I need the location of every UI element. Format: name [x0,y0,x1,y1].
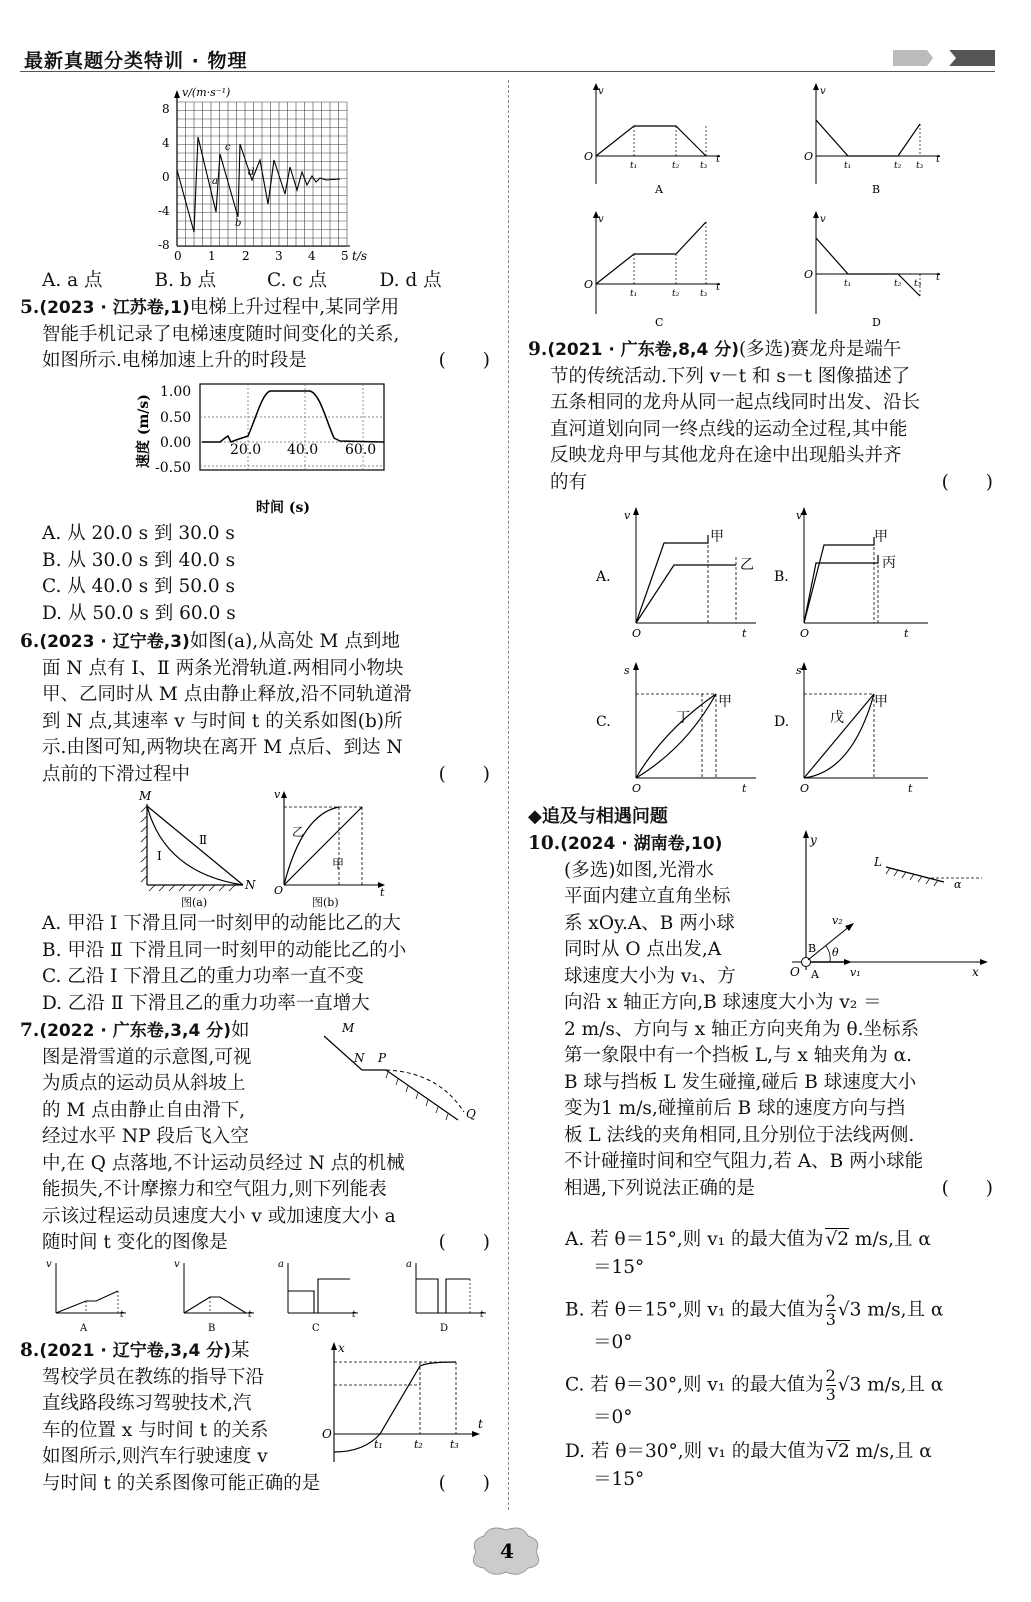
q6-text: 示.由图可知,两物块在离开 M 点后、到达 N [42,737,403,758]
q7-text: 图是滑雪道的示意图,可视 [42,1046,252,1068]
q8-curve [334,1362,456,1452]
q5-xtick: 60.0 [345,442,377,458]
q9-source: (2021 · 广东卷,8,4 分) [547,340,739,360]
q10-label-x: x [972,965,979,979]
header-title: 最新真题分类特训 · 物理 [24,50,248,72]
q10-options [565,1226,995,1494]
page-number: 4 [500,1539,514,1563]
q8-text: 如图所示,则汽车行驶速度 v [42,1446,268,1467]
svg-text:C.: C. [596,714,611,730]
svg-text:t₂: t₂ [894,161,902,171]
q7-figure [318,1020,488,1130]
q8-graph-d[interactable] [804,211,941,329]
q7-text: 示该过程运动员速度大小 v 或加速度大小 a [42,1205,396,1227]
q10-text: 向沿 x 轴正方向,B 球速度大小为 v₂ ＝ [564,992,882,1013]
svg-text:t: t [480,1310,484,1320]
svg-text:v: v [46,1259,52,1270]
q4-ytick: 4 [162,136,170,150]
q6a-label-i: Ⅰ [157,849,162,863]
q10-text: 第一象限中有一个挡板 L,与 x 轴夹角为 α. [564,1045,912,1066]
q10-source: (2024 · 湖南卷,10) [560,834,723,854]
q5-text: 智能手机记录了电梯速度随时间变化的关系, [42,323,400,345]
svg-text:B.: B. [774,569,789,585]
svg-text:A: A [80,1323,88,1334]
q10-option-c[interactable]: C. 若 θ＝30°,则 v₁ 的最大值为 $\frac{2}{3}$ √3 m/s,且 α ＝0° [565,1366,944,1428]
q9-number: 9. [528,339,548,360]
q7-text: 为质点的运动员从斜坡上 [42,1073,246,1094]
q4-ytick: 8 [162,102,170,116]
q5-answer-blank[interactable]: ( ) [438,350,490,371]
q7-graph-a[interactable] [46,1259,126,1334]
svg-text:t: t [120,1310,124,1320]
q10-option-a[interactable]: A. 若 θ＝15°,则 v₁ 的最大值为 √2 m/s,且 α ＝15° [565,1229,931,1278]
svg-text:t: t [352,1310,356,1320]
svg-text:v: v [820,214,826,225]
q6-option-d[interactable]: D. 乙沿 Ⅱ 下滑且乙的重力功率一直增大 [42,992,370,1014]
q4-xtick: 0 [174,249,182,263]
svg-text:丙: 丙 [882,555,896,571]
q6-text: 如图(a),从高处 M 点到地 [189,631,400,652]
q7-label-p: P [378,1051,387,1065]
svg-text:A.: A. [596,569,611,585]
q10-text: 板 L 法线的夹角相同,且分别位于法线两侧. [564,1124,915,1146]
svg-text:t₂: t₂ [672,289,680,299]
q9-graph-b[interactable] [774,507,928,640]
q8-label-t1: t₁ [374,1438,383,1451]
q10-text: 不计碰撞时间和空气阻力,若 A、B 两小球能 [564,1151,924,1172]
svg-text:v: v [598,86,604,97]
q7-label-m: M [342,1021,355,1035]
svg-text:乙: 乙 [740,557,754,573]
q7-graph-d[interactable] [406,1259,486,1334]
svg-text:B: B [872,183,881,196]
q8-option-graphs [570,80,990,340]
q8-figure [316,1340,491,1480]
q8-text: 直线路段练习驾驶技术,汽 [42,1393,252,1414]
q7-answer-blank[interactable]: ( ) [438,1232,490,1253]
svg-text:t: t [742,627,747,640]
header-decor-dark [943,50,995,66]
q5-ytick: -0.50 [155,460,191,476]
svg-text:甲: 甲 [710,529,724,545]
page-header [20,40,995,72]
svg-text:t₃: t₃ [700,289,708,299]
q4-point-d: d [248,167,255,178]
q6-text: 点前的下滑过程中 [42,763,191,785]
q8-graph-a[interactable] [584,83,721,196]
q6a-label-n: N [245,878,256,892]
svg-text:t: t [908,782,913,795]
svg-text:戊: 戊 [830,710,844,726]
q4-xtick: 3 [275,249,283,263]
q6-answer-blank[interactable]: ( ) [438,763,490,785]
q5-curve [202,391,384,442]
q9-text: 节的传统活动.下列 v－t 和 s－t 图像描述了 [550,365,911,387]
svg-text:O: O [800,782,810,795]
q4-options [42,268,492,295]
question-9 [528,337,993,496]
svg-text:O: O [804,150,814,163]
q10-text: 球速度大小为 v₁、方 [564,965,736,987]
q6b-label-jia: 甲 [332,857,345,871]
q6-figure-b [272,788,392,913]
svg-text:t₃: t₃ [916,161,924,171]
q8-answer-blank[interactable]: ( ) [438,1472,490,1494]
svg-text:O: O [804,268,814,281]
q7-text: 能损失,不计摩擦力和空气阻力,则下列能表 [42,1179,387,1200]
svg-text:甲: 甲 [718,694,732,710]
q4-option-c[interactable]: C. c 点 [267,270,327,291]
q6-text: 甲、乙同时从 M 点由静止释放,沿不同轨道滑 [42,684,412,705]
svg-text:t₃: t₃ [914,279,922,289]
q4-xtick: 4 [308,249,316,263]
q8-text: 与时间 t 的关系图像可能正确的是 [42,1472,321,1494]
svg-text:t: t [716,154,721,165]
svg-text:O: O [632,782,642,795]
q4-ytick: 0 [162,170,170,184]
q6a-label-ii: Ⅱ [199,833,208,847]
svg-text:s: s [796,664,802,677]
svg-text:t₂: t₂ [672,161,680,171]
q8-text: 车的位置 x 与时间 t 的关系 [42,1419,269,1441]
svg-text:甲: 甲 [874,529,888,545]
q9-text: 反映龙舟甲与其他龙舟在途中出现船头并齐 [550,445,902,466]
svg-text:s: s [624,664,630,677]
q10-label-o: O [790,965,800,979]
q7-number: 7. [20,1020,40,1041]
q4-graph [140,82,420,264]
q7-option-graphs [42,1257,492,1337]
svg-text:O: O [584,150,594,163]
svg-text:v: v [820,86,826,97]
svg-text:D: D [440,1323,449,1334]
q6a-label-m: M [139,789,152,803]
q4-ytick: -4 [158,204,170,218]
q6b-caption: 图(b) [312,896,339,909]
q6-source: (2023 · 辽宁卷,3) [39,632,190,652]
q9-option-graphs [596,505,936,800]
q7-text: 如 [230,1020,250,1041]
q7-label-q: Q [466,1107,476,1121]
svg-text:t: t [936,154,941,165]
q8-text: 某 [230,1340,250,1361]
q4-point-a: a [212,176,218,187]
q9-graph-c[interactable] [596,662,756,795]
q5-xtick: 40.0 [287,442,319,458]
q6-number: 6. [20,631,40,652]
q7-text: 的 M 点由静止自由滑下, [42,1099,246,1121]
svg-text:A: A [655,183,663,196]
q6b-curve-yi [284,807,339,885]
svg-text:v: v [796,509,803,522]
svg-text:t₃: t₃ [700,161,708,171]
q4-option-a[interactable]: A. a 点 [42,270,103,291]
q6-figure-a [135,788,265,913]
q5-number: 5. [20,297,40,318]
q10-label-alpha: α [954,878,962,891]
q7-text: 中,在 Q 点落地,不计运动员经过 N 点的机械 [42,1152,405,1174]
question-6 [20,629,490,788]
q8-label-o: O [322,1427,332,1441]
q10-label-y: y [810,833,817,847]
q7-graph-b[interactable] [174,1259,254,1334]
q4-xlabel: t/s [352,249,368,263]
q10-label-b: B [808,942,817,955]
svg-text:丁: 丁 [676,710,690,726]
q10-text: 同时从 O 点出发,A [564,939,722,960]
q10-text: 平面内建立直角坐标 [564,886,731,907]
q7-text: 随时间 t 变化的图像是 [42,1232,228,1253]
q5-graph [130,376,400,521]
q6a-track-ii [147,806,243,885]
svg-text:t₂: t₂ [894,279,902,289]
q10-label-a: A [811,968,819,980]
q4-point-c: c [225,142,231,153]
svg-text:v: v [624,509,631,522]
q6b-label-v: v [274,788,281,801]
q10-answer-blank[interactable]: ( ) [941,1177,993,1199]
q10-text: 变为1 m/s,碰撞前后 B 球的速度方向与挡 [564,1098,906,1119]
q5-option-d[interactable]: D. 从 50.0 s 到 60.0 s [42,602,236,624]
q10-text: 相遇,下列说法正确的是 [564,1177,755,1199]
q10-text: 系 xOy.A、B 两小球 [564,912,735,934]
header-decor-light [893,50,933,66]
q6-option-b[interactable]: B. 甲沿 Ⅱ 下滑且同一时刻甲的动能比乙的小 [42,939,407,961]
q8-label-t3: t₃ [450,1438,459,1451]
q8-text: 驾校学员在教练的指导下沿 [42,1366,265,1388]
q6b-label-t: t [380,886,385,899]
q9-text: (多选)赛龙舟是端午 [738,339,902,360]
q10-text: 2 m/s、方向与 x 轴正方向夹角为 θ.坐标系 [564,1018,920,1040]
svg-text:a: a [278,1259,284,1270]
q5-options [42,521,492,627]
q4-point-b: b [235,218,242,229]
q6b-label-yi: 乙 [292,825,305,839]
q8-number: 8. [20,1340,40,1361]
q7-source: (2022 · 广东卷,3,4 分) [39,1021,231,1041]
q4-ytick: -8 [158,238,170,252]
svg-text:t: t [936,272,941,283]
q4-option-d[interactable]: D. d 点 [379,270,442,291]
q8-label-x: x [338,1341,345,1355]
q4-xtick: 1 [208,249,216,263]
q5-ytick: 1.00 [160,384,192,400]
column-divider [508,80,509,1510]
svg-text:t: t [742,782,747,795]
q6b-line-jia [284,807,362,885]
q5-text: 电梯上升过程中,某同学用 [189,297,400,318]
svg-text:v: v [598,214,604,225]
q5-ylabel: 速度 (m/s) [136,394,152,468]
q10-label-l: L [874,855,882,869]
svg-text:O: O [632,627,642,640]
q5-source: (2023 · 江苏卷,1) [39,298,190,318]
q7-label-n: N [354,1051,365,1065]
q9-graph-a[interactable] [596,507,756,640]
q6-text: 面 N 点有 Ⅰ、Ⅱ 两条光滑轨道.两相同小物块 [42,657,404,679]
q8-graph-b[interactable] [804,83,941,196]
q9-graph-d[interactable] [774,662,928,795]
q8-source: (2021 · 辽宁卷,3,4 分) [39,1341,231,1361]
q9-text: 五条相同的龙舟从同一起点线同时出发、沿长 [550,392,921,413]
svg-text:C: C [655,316,664,329]
q4-option-b[interactable]: B. b 点 [154,270,217,291]
q10-label-v1: v₁ [850,966,861,979]
q5-option-b[interactable]: B. 从 30.0 s 到 40.0 s [42,549,236,571]
question-5 [20,295,490,375]
section-heading [528,804,668,831]
svg-text:t₁: t₁ [844,279,852,289]
q4-curve [177,137,340,232]
q4-ylabel: v/(m·s⁻¹) [182,86,231,99]
q6b-label-o: O [274,884,284,897]
q5-ytick: 0.50 [160,410,192,426]
svg-text:甲: 甲 [874,694,888,710]
svg-text:t₁: t₁ [844,161,852,171]
q5-ytick: 0.00 [160,435,192,451]
q10-text: B 球与挡板 L 发生碰撞,碰后 B 球速度大小 [564,1071,917,1093]
svg-text:O: O [584,278,594,291]
q10-text: (多选)如图,光滑水 [564,859,714,881]
q8-graph-c[interactable] [584,211,721,329]
q5-option-a[interactable]: A. 从 20.0 s 到 30.0 s [42,523,235,544]
q10-figure [786,830,991,980]
q6-option-c[interactable]: C. 乙沿 Ⅰ 下滑且乙的重力功率一直不变 [42,966,364,987]
q5-option-c[interactable]: C. 从 40.0 s 到 50.0 s [42,576,236,597]
svg-text:t: t [904,627,909,640]
svg-text:t₁: t₁ [630,161,638,171]
svg-text:D.: D. [774,714,790,730]
q4-xtick: 2 [242,249,250,263]
q8-label-t: t [478,1417,483,1431]
q5-xtick: 20.0 [230,442,262,458]
page-number-badge [466,1522,546,1578]
q5-text: 如图所示.电梯加速上升的时段是 [42,350,307,371]
svg-text:t: t [248,1310,252,1320]
q10-number: 10. [528,833,561,854]
q10-label-v2: v₂ [832,914,843,927]
svg-text:t: t [716,282,721,293]
q6-option-a[interactable]: A. 甲沿 Ⅰ 下滑且同一时刻甲的动能比乙的大 [42,913,401,934]
q6a-caption: 图(a) [181,896,208,909]
q10-label-theta: θ [832,946,839,959]
q4-xtick: 5 [341,249,349,263]
q10-option-d[interactable]: D. 若 θ＝30°,则 v₁ 的最大值为 √2 m/s,且 α ＝15° [565,1441,932,1490]
q9-answer-blank[interactable]: ( ) [941,471,993,493]
svg-text:O: O [800,627,810,640]
q6-text: 到 N 点,其速率 v 与时间 t 的关系如图(b)所 [42,710,403,732]
q6-options [42,911,492,1017]
svg-text:C: C [312,1323,320,1334]
svg-text:v: v [174,1259,180,1270]
svg-text:t₁: t₁ [630,289,638,299]
svg-text:a: a [406,1259,412,1270]
section-title: ◆追及与相遇问题 [528,806,668,827]
q7-trajectory [386,1070,464,1112]
q9-text: 的有 [550,471,588,493]
q8-label-t2: t₂ [414,1438,423,1451]
q9-text: 直河道划向同一终点线的运动全过程,其中能 [550,418,908,440]
svg-text:B: B [208,1323,216,1334]
q5-xlabel: 时间 (s) [256,500,311,516]
q7-text: 经过水平 NP 段后飞入空 [42,1126,249,1147]
q4-grid [177,102,347,247]
svg-text:D: D [872,316,881,329]
q10-option-b[interactable]: B. 若 θ＝15°,则 v₁ 的最大值为 $\frac{2}{3}$ √3 m/s,且 α ＝0° [565,1291,944,1353]
q7-graph-c[interactable] [278,1259,358,1334]
